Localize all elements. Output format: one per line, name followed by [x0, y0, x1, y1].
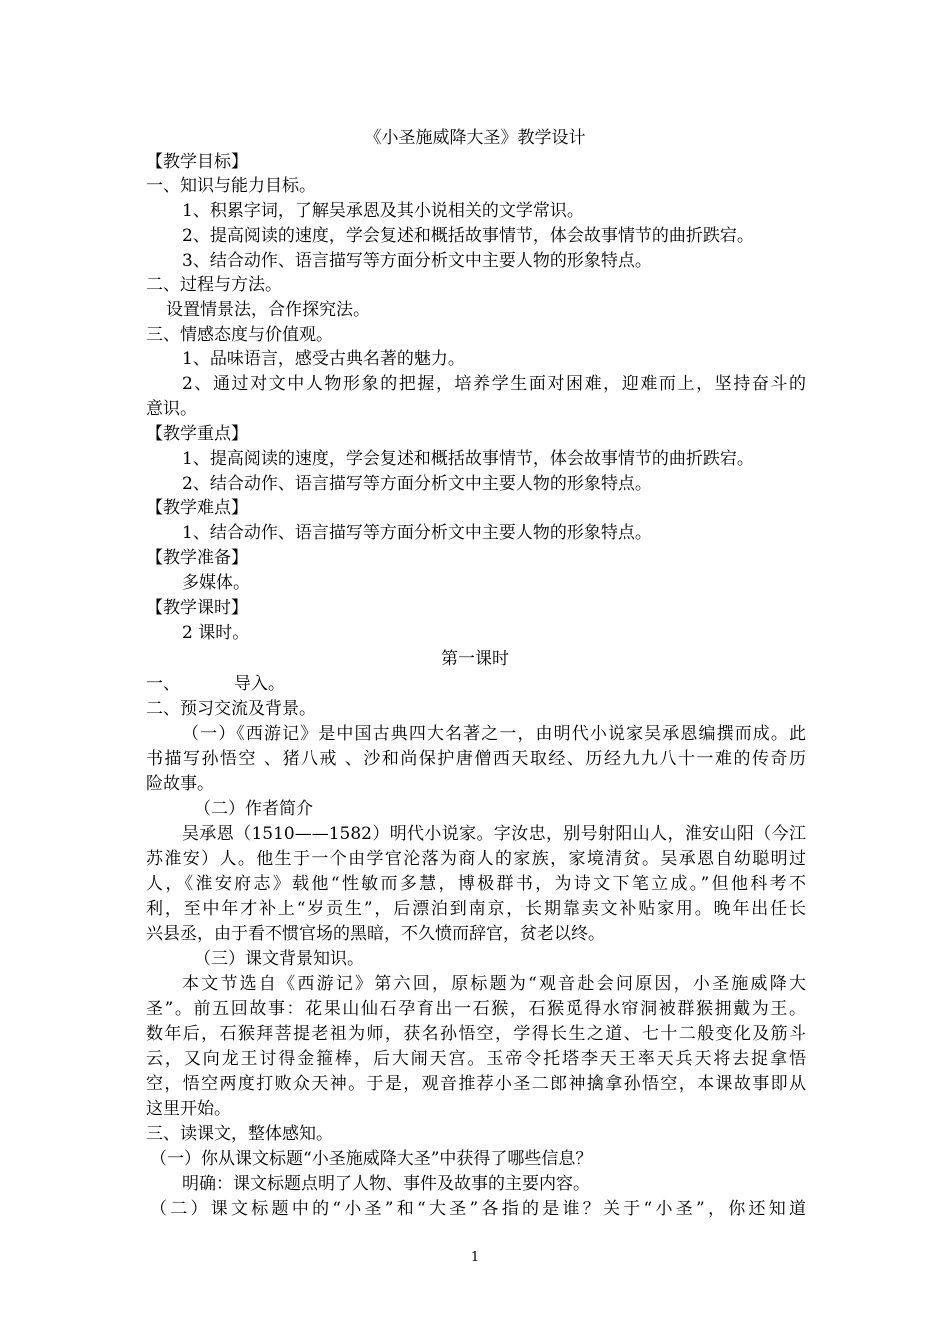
lesson-heading: 第一课时 [441, 649, 509, 669]
paragraph-text: 人，《淮安府志》载他“性敏而多慧，博极群书，为诗文下笔立成。”但他科考不 [146, 874, 806, 894]
page-number: 1 [470, 1250, 480, 1265]
paragraph-text: 兴县丞，由于看不惯官场的黑暗，不久愤而辞官，贫老以终。 [146, 924, 605, 944]
question-text: （二）课文标题中的“小圣”和“大圣”各指的是谁？关于“小圣”，你还知道 [150, 1199, 806, 1219]
section-heading-hours: 【教学课时】 [146, 598, 248, 618]
objective-item: 1、品味语言，感受古典名著的魅力。 [182, 349, 465, 369]
objective-item: 2、通过对文中人物形象的把握，培养学生面对困难，迎难而上，坚持奋斗的 [182, 374, 806, 394]
subheading-emotion: 三、情感态度与价值观。 [146, 325, 333, 345]
objective-item: 1、积累字词，了解吴承恩及其小说相关的文学常识。 [182, 201, 584, 221]
paragraph-text: 利，至中年才补上“岁贡生”，后漂泊到南京，长期靠卖文补贴家用。晚年出任长 [146, 899, 806, 919]
step-heading [146, 672, 285, 696]
subsection-heading: （三）课文背景知识。 [194, 949, 364, 969]
paragraph-text: 吴承恩（1510——1582）明代小说家。字汝忠，别号射阳山人，淮安山阳（今江 [182, 824, 806, 844]
paragraph-text: 意识。 [146, 399, 197, 419]
paragraph-text: 云，又向龙王讨得金箍棒，后大闹天宫。玉帝令托塔李天王率天兵天将去捉拿悟 [146, 1049, 806, 1069]
paragraph-text: （一）《西游记》是中国古典四大名著之一，由明代小说家吴承恩编撰而成。此 [182, 724, 806, 744]
document-title: 《小圣施威降大圣》教学设计 [364, 128, 586, 148]
paragraph-text: 险故事。 [146, 774, 214, 794]
section-heading-preparation: 【教学准备】 [146, 548, 248, 568]
step-heading: 二、预习交流及背景。 [146, 699, 316, 719]
key-point-item: 1、提高阅读的速度，学会复述和概括故事情节，体会故事情节的曲折跌宕。 [182, 449, 754, 469]
paragraph-text: 2 课时。 [182, 623, 250, 643]
key-point-item: 2、结合动作、语言描写等方面分析文中主要人物的形象特点。 [182, 474, 652, 494]
step-number: 一、 [146, 674, 180, 694]
objective-item: 3、结合动作、语言描写等方面分析文中主要人物的形象特点。 [182, 251, 652, 271]
paragraph-text: 圣”。前五回故事：花果山仙石孕育出一石猴，石猴觅得水帘洞被群猴拥戴为王。 [146, 999, 806, 1019]
section-heading-key-points: 【教学重点】 [146, 424, 248, 444]
answer-text: 明确：课文标题点明了人物、事件及故事的主要内容。 [182, 1174, 590, 1194]
section-heading-objectives: 【教学目标】 [146, 152, 248, 172]
paragraph-text: 空，悟空两度打败众天神。于是，观音推荐小圣二郎神擒拿孙悟空，本课故事即从 [146, 1074, 806, 1094]
paragraph-text: 数年后，石猴拜菩提老祖为师，获名孙悟空，学得长生之道、七十二般变化及筋斗 [146, 1024, 806, 1044]
paragraph-text: 这里开始。 [146, 1099, 231, 1119]
subheading-process: 二、过程与方法。 [146, 275, 282, 295]
section-heading-difficulties: 【教学难点】 [146, 498, 248, 518]
subsection-heading: （二）作者简介 [194, 799, 313, 819]
paragraph-text: 书描写孙悟空 、猪八戒 、沙和尚保护唐僧西天取经、历经九九八十一难的传奇历 [146, 749, 806, 769]
objective-item: 2、提高阅读的速度，学会复述和概括故事情节，体会故事情节的曲折跌宕。 [182, 226, 754, 246]
question-text: （一）你从课文标题“小圣施威降大圣”中获得了哪些信息？ [150, 1149, 593, 1169]
difficulty-item: 1、结合动作、语言描写等方面分析文中主要人物的形象特点。 [182, 523, 652, 543]
paragraph-text: 本文节选自《西游记》第六回，原标题为“观音赴会问原因，小圣施威降大 [182, 974, 806, 994]
paragraph-text: 苏淮安）人。他生于一个由学官沦落为商人的家族，家境清贫。吴承恩自幼聪明过 [146, 849, 806, 869]
step-title: 导入。 [234, 674, 285, 694]
paragraph-text: 设置情景法，合作探究法。 [166, 300, 370, 320]
subheading-knowledge: 一、知识与能力目标。 [146, 176, 316, 196]
paragraph-text: 多媒体。 [182, 573, 250, 593]
step-heading: 三、读课文，整体感知。 [146, 1124, 333, 1144]
